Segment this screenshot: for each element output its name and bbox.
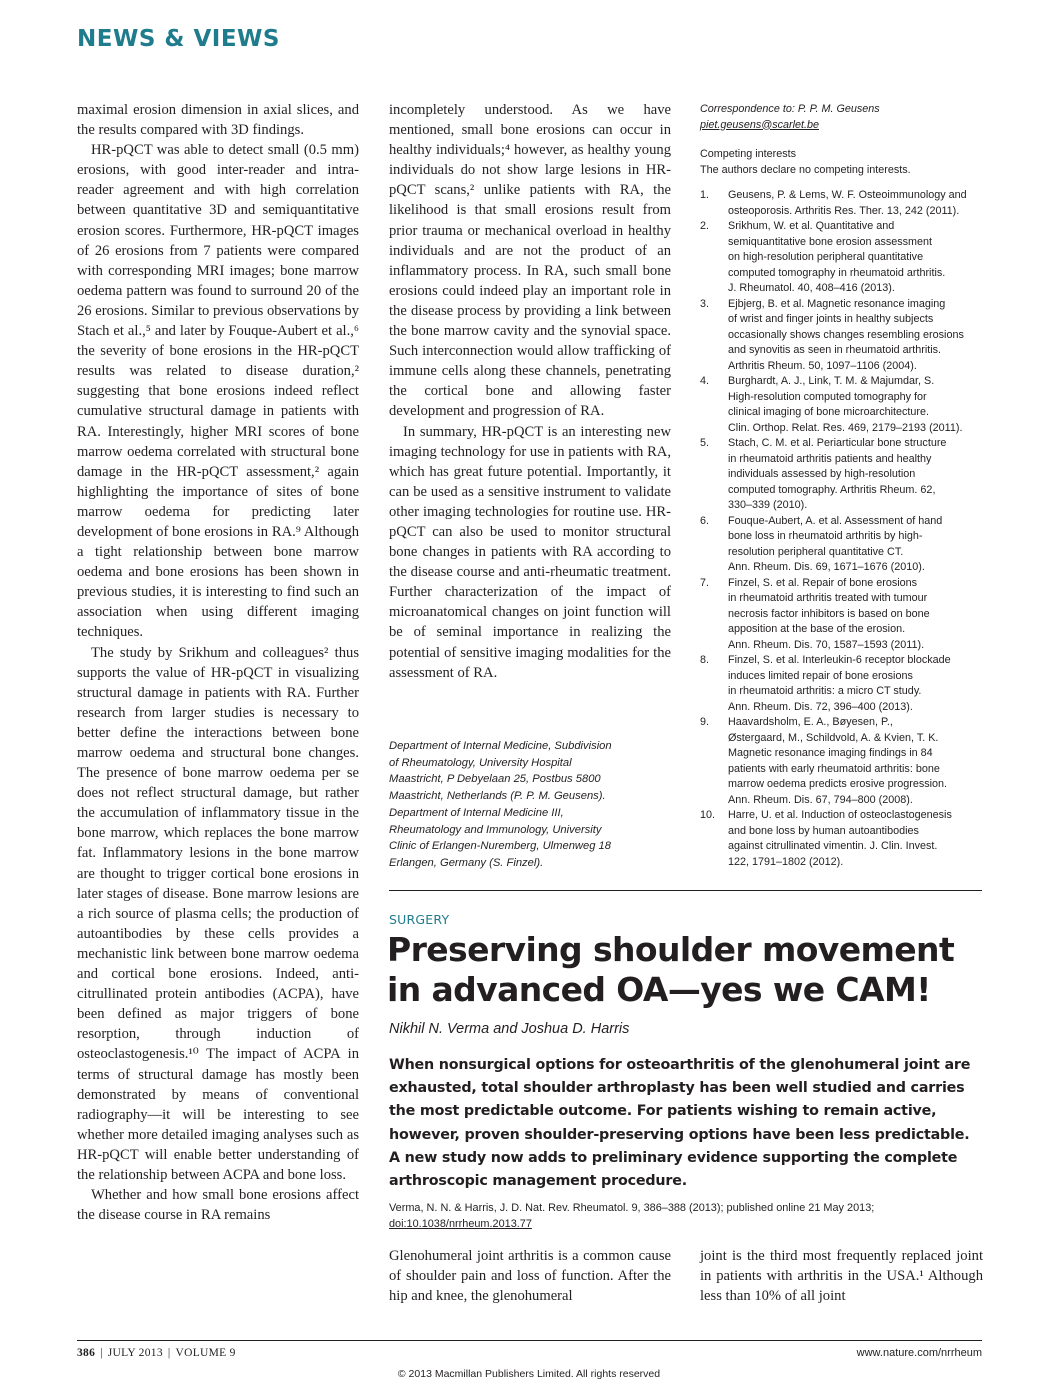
body-column-1	[77, 100, 359, 1225]
standfirst-line: exhausted, total shoulder arthroplasty has been well studied and carries	[389, 1080, 965, 1097]
paragraph: maximal erosion dimension in axial slices, and the results compared with 3D findings.	[77, 102, 359, 139]
reference-line: semiquantitative bone erosion assessment	[728, 235, 933, 248]
section-divider	[389, 890, 982, 891]
reference-line: Ann. Rheum. Dis. 67, 794–800 (2008).	[728, 793, 913, 806]
article-body-column-1	[389, 1246, 671, 1306]
affiliation-line: Maastricht, Netherlands (P. P. M. Geusens).	[389, 790, 606, 803]
reference-line: of wrist and finger joints in healthy subjects	[728, 313, 934, 325]
paragraph: incompletely understood. As we have mentioned, small bone erosions can occur in healthy individuals;⁴ however, as healthy young individuals do not show large lesions in HR-pQCT scans,² unlike patients with RA, the likelihood is that small erosions result from prior trauma or mechanical overload in healthy individuals and are not the product of an inflammatory process. In RA, such small bone erosions could indeed play an important role in the disease process by providing a link between the bone marrow cavity and the synovial space. Such interconnection would allow trafficking of immune cells along these channels, penetrating the cortical bone and allowing faster development and progression of RA.	[389, 102, 671, 420]
standfirst-line: the most predictable outcome. For patients wishing to remain active,	[389, 1103, 937, 1120]
reference-number: 10.	[700, 809, 716, 821]
reference-line: Finzel, S. et al. Interleukin-6 receptor blockade	[728, 654, 951, 666]
paragraph: Glenohumeral joint arthritis is a common cause of shoulder pain and loss of function. After the hip and knee, the glenohumeral	[389, 1248, 671, 1305]
competing-interests-heading: Competing interests	[700, 148, 797, 160]
issue-volume: VOLUME 9	[175, 1347, 236, 1359]
reference-line: and synovitis as seen in rheumatoid arthritis.	[728, 344, 942, 356]
doi-link[interactable]: doi:10.1038/nrrheum.2013.77	[389, 1218, 532, 1230]
correspondence-label: Correspondence to: P. P. M. Geusens	[700, 103, 880, 115]
reference-line: Magnetic resonance imaging findings in 84	[728, 747, 933, 759]
reference-line: Geusens, P. & Lems, W. F. Osteoimmunology and	[728, 189, 967, 201]
reference-line: necrosis factor inhibitors is based on bone	[728, 607, 930, 620]
affiliation-line: Department of Internal Medicine III,	[389, 806, 564, 819]
copyright-notice: © 2013 Macmillan Publishers Limited. All rights reserved	[397, 1368, 661, 1380]
competing-interests-text: The authors declare no competing interests.	[700, 163, 911, 176]
article-citation	[389, 1200, 989, 1232]
article-body-column-2	[700, 1246, 983, 1306]
standfirst-line: however, proven shoulder-preserving options have been less predictable.	[389, 1126, 970, 1143]
page-number: 386	[77, 1347, 96, 1359]
reference-line: Finzel, S. et al. Repair of bone erosions	[728, 576, 918, 589]
affiliation-line: Erlangen, Germany (S. Finzel).	[389, 856, 544, 869]
standfirst-line: A new study now adds to preliminary evidence supporting the complete	[389, 1149, 958, 1166]
title-line: in advanced OA—yes we CAM!	[387, 970, 931, 1009]
reference-line: patients with early rheumatoid arthritis: bone	[728, 762, 940, 775]
reference-line: bone loss in rheumatoid arthritis by high-	[728, 530, 923, 542]
reference-item	[700, 297, 985, 375]
footer-folio: 386 | JULY 2013 | VOLUME 9	[77, 1347, 236, 1359]
article-title	[387, 930, 987, 1010]
reference-line: against citrullinated vimentin. J. Clin. Invest.	[728, 840, 938, 852]
paragraph: HR-pQCT was able to detect small (0.5 mm) erosions, with good inter-reader and intra-reader agreement and with high correlation between quantitative 3D and semiquantitative erosion scores. Furthermore, HR-pQCT images of 26 erosions from 7 patients were compared with corresponding MRI images; bone marrow oedema pattern was found to surround 20 of the 26 erosions. Similar to previous observations by Stach et al.,⁵ and later by Fouque-Aubert et al.,⁶ the severity of bone erosions in the HR-pQCT results was related to disease duration,² suggesting that bone erosions indeed reflect cumulative structural damage in patients with RA. Interestingly, higher MRI scores of bone marrow oedema correlated with structural bone damage in the HR-pQCT assessment,² again highlighting the importance of sites of bone marrow oedema for predicting later development of bone erosions in RA.⁹ Although a tight relationship between bone marrow oedema and bone erosions has been shown in previous studies, it is interesting to find such an association when using different imaging techniques.	[77, 142, 359, 641]
reference-number: 2.	[700, 220, 710, 232]
reference-line: 330–339 (2010).	[728, 499, 808, 511]
body-column-2	[389, 100, 671, 683]
paragraph: In summary, HR-pQCT is an interesting new imaging technology for use in patients with RA, which has great future potential. Importantly, it can be used as a sensitive instrument to validate other imaging technologies for routine use. HR-pQCT can also be used to monitor structural bone changes in patients with RA according to the disease course and anti-rheumatic treatment. Further characterization of the impact of microanatomical changes on joint function will be of seminal importance in realizing the potential of sensitive imaging modalities for the assessment of RA.	[389, 423, 671, 681]
article-standfirst	[389, 1054, 989, 1193]
reference-line: Ejbjerg, B. et al. Magnetic resonance imaging	[728, 297, 946, 310]
reference-line: Stach, C. M. et al. Periarticular bone structure	[728, 437, 947, 449]
reference-item	[700, 188, 985, 219]
correspondence-email-link[interactable]: piet.geusens@scarlet.be	[700, 118, 819, 131]
reference-number: 3.	[700, 297, 710, 310]
reference-list	[700, 188, 985, 870]
reference-number: 4.	[700, 375, 710, 387]
reference-line: individuals assessed by high-resolution	[728, 468, 916, 480]
reference-item	[700, 808, 985, 870]
reference-line: and bone loss by human autoantibodies	[728, 824, 919, 837]
reference-line: in rheumatoid arthritis: a micro CT study.	[728, 685, 922, 697]
citation-text: Verma, N. N. & Harris, J. D. Nat. Rev. Rheumatol. 9, 386–388 (2013); published online 21 May 2013;	[389, 1202, 875, 1214]
article-authors: Nikhil N. Verma and Joshua D. Harris	[389, 1021, 630, 1037]
reference-line: induces limited repair of bone erosions	[728, 669, 913, 682]
reference-line: clinical imaging of bone microarchitecture.	[728, 406, 930, 418]
affiliation-line: Rheumatology and Immunology, University	[389, 823, 602, 836]
issue-month: JULY 2013	[107, 1347, 163, 1359]
reference-line: 122, 1791–1802 (2012).	[728, 855, 844, 868]
reference-line: marrow oedema predicts erosive progression.	[728, 778, 948, 790]
affiliation-line: Department of Internal Medicine, Subdivision	[389, 740, 612, 752]
reference-line: Burghardt, A. J., Link, T. M. & Majumdar, S.	[728, 375, 935, 387]
reference-line: Arthritis Rheum. 50, 1097–1106 (2004).	[728, 359, 917, 372]
reference-line: Ann. Rheum. Dis. 72, 396–400 (2013).	[728, 700, 913, 713]
affiliation-line: Maastricht, P Debyelaan 25, Postbus 5800	[389, 773, 601, 786]
affiliation-line: of Rheumatology, University Hospital	[389, 756, 572, 769]
affiliation-line: Clinic of Erlangen-Nuremberg, Ulmenweg 18	[389, 840, 611, 853]
reference-item	[700, 514, 985, 576]
reference-line: Harre, U. et al. Induction of osteoclastogenesis	[728, 809, 952, 821]
footer-divider	[77, 1340, 982, 1341]
reference-line: computed tomography. Arthritis Rheum. 62,	[728, 483, 936, 496]
reference-line: Østergaard, M., Schildvold, A. & Kvien, T. K.	[728, 731, 939, 744]
reference-number: 7.	[700, 576, 710, 589]
reference-line: Fouque-Aubert, A. et al. Assessment of hand	[728, 514, 943, 527]
reference-item	[700, 653, 985, 715]
reference-line: Clin. Orthop. Relat. Res. 469, 2179–2193 (2011).	[728, 421, 963, 434]
paragraph: The study by Srikhum and colleagues² thus supports the value of HR-pQCT in visualizing structural damage in patients with RA. Further research from larger studies is necessary to better define the interactions between bone marrow oedema and structural bone changes. The presence of bone marrow oedema per se does not reflect structural damage, but rather the accumulation of inflammatory tissue in the bone marrow, which replaces the bone marrow fat. Inflammatory lesions in the bone marrow are thought to trigger cortical bone erosions in later stages of disease. Bone marrow lesions are a rich source of plasma cells; the production of autoantibodies by these cells provides a mechanistic link between bone marrow oedema and cortical bone erosions. Indeed, anti-citrullinated protein antibodies (ACPA), have been defined as major triggers of bone resorption, through induction of osteoclastogenesis.¹⁰ The impact of ACPA in terms of structural damage has mostly been demonstrated by means of conventional radiography—it will be interesting to see whether more detailed imaging analyses such as HR-pQCT will enable better understanding of the relationship between ACPA and bone loss.	[77, 644, 359, 1183]
author-affiliations	[389, 738, 671, 872]
reference-item	[700, 374, 985, 436]
reference-item	[700, 576, 985, 654]
reference-number: 5.	[700, 437, 710, 449]
reference-line: Haavardsholm, E. A., Bøyesen, P.,	[728, 716, 893, 728]
reference-line: Ann. Rheum. Dis. 70, 1587–1593 (2011).	[728, 638, 925, 651]
reference-item	[700, 436, 985, 514]
reference-line: High-resolution computed tomography for	[728, 390, 927, 403]
reference-number: 9.	[700, 716, 710, 728]
journal-website-link[interactable]: www.nature.com/nrrheum	[856, 1347, 982, 1359]
reference-number: 1.	[700, 189, 710, 201]
reference-line: resolution peripheral quantitative CT.	[728, 545, 904, 558]
reference-line: occasionally shows changes resembling erosions	[728, 328, 964, 341]
reference-item	[700, 715, 985, 808]
paragraph: joint is the third most frequently replaced joint in patients with arthritis in the USA.¹ Although less than 10% of all joint	[700, 1248, 983, 1305]
sidebar-references	[700, 102, 985, 870]
reference-line: in rheumatoid arthritis patients and healthy	[728, 452, 932, 465]
reference-line: osteoporosis. Arthritis Res. Ther. 13, 242 (2011).	[728, 204, 960, 217]
paragraph: Whether and how small bone erosions affect the disease course in RA remains	[77, 1187, 359, 1224]
reference-line: apposition at the base of the erosion.	[728, 623, 906, 635]
reference-number: 8.	[700, 654, 710, 666]
section-header: NEWS & VIEWS	[77, 26, 280, 52]
reference-line: in rheumatoid arthritis treated with tumour	[728, 592, 928, 604]
standfirst-line: arthroscopic management procedure.	[389, 1173, 687, 1190]
reference-item	[700, 219, 985, 297]
reference-line: on high-resolution peripheral quantitative	[728, 251, 924, 263]
standfirst-line: When nonsurgical options for osteoarthritis of the glenohumeral joint are	[389, 1057, 971, 1073]
article-kicker: SURGERY	[389, 912, 450, 927]
reference-line: J. Rheumatol. 40, 408–416 (2013).	[728, 282, 895, 294]
title-line: Preserving shoulder movement	[387, 930, 955, 969]
reference-line: Ann. Rheum. Dis. 69, 1671–1676 (2010).	[728, 561, 925, 573]
reference-line: Srikhum, W. et al. Quantitative and	[728, 220, 895, 232]
reference-number: 6.	[700, 514, 710, 527]
reference-line: computed tomography in rheumatoid arthritis.	[728, 266, 946, 279]
